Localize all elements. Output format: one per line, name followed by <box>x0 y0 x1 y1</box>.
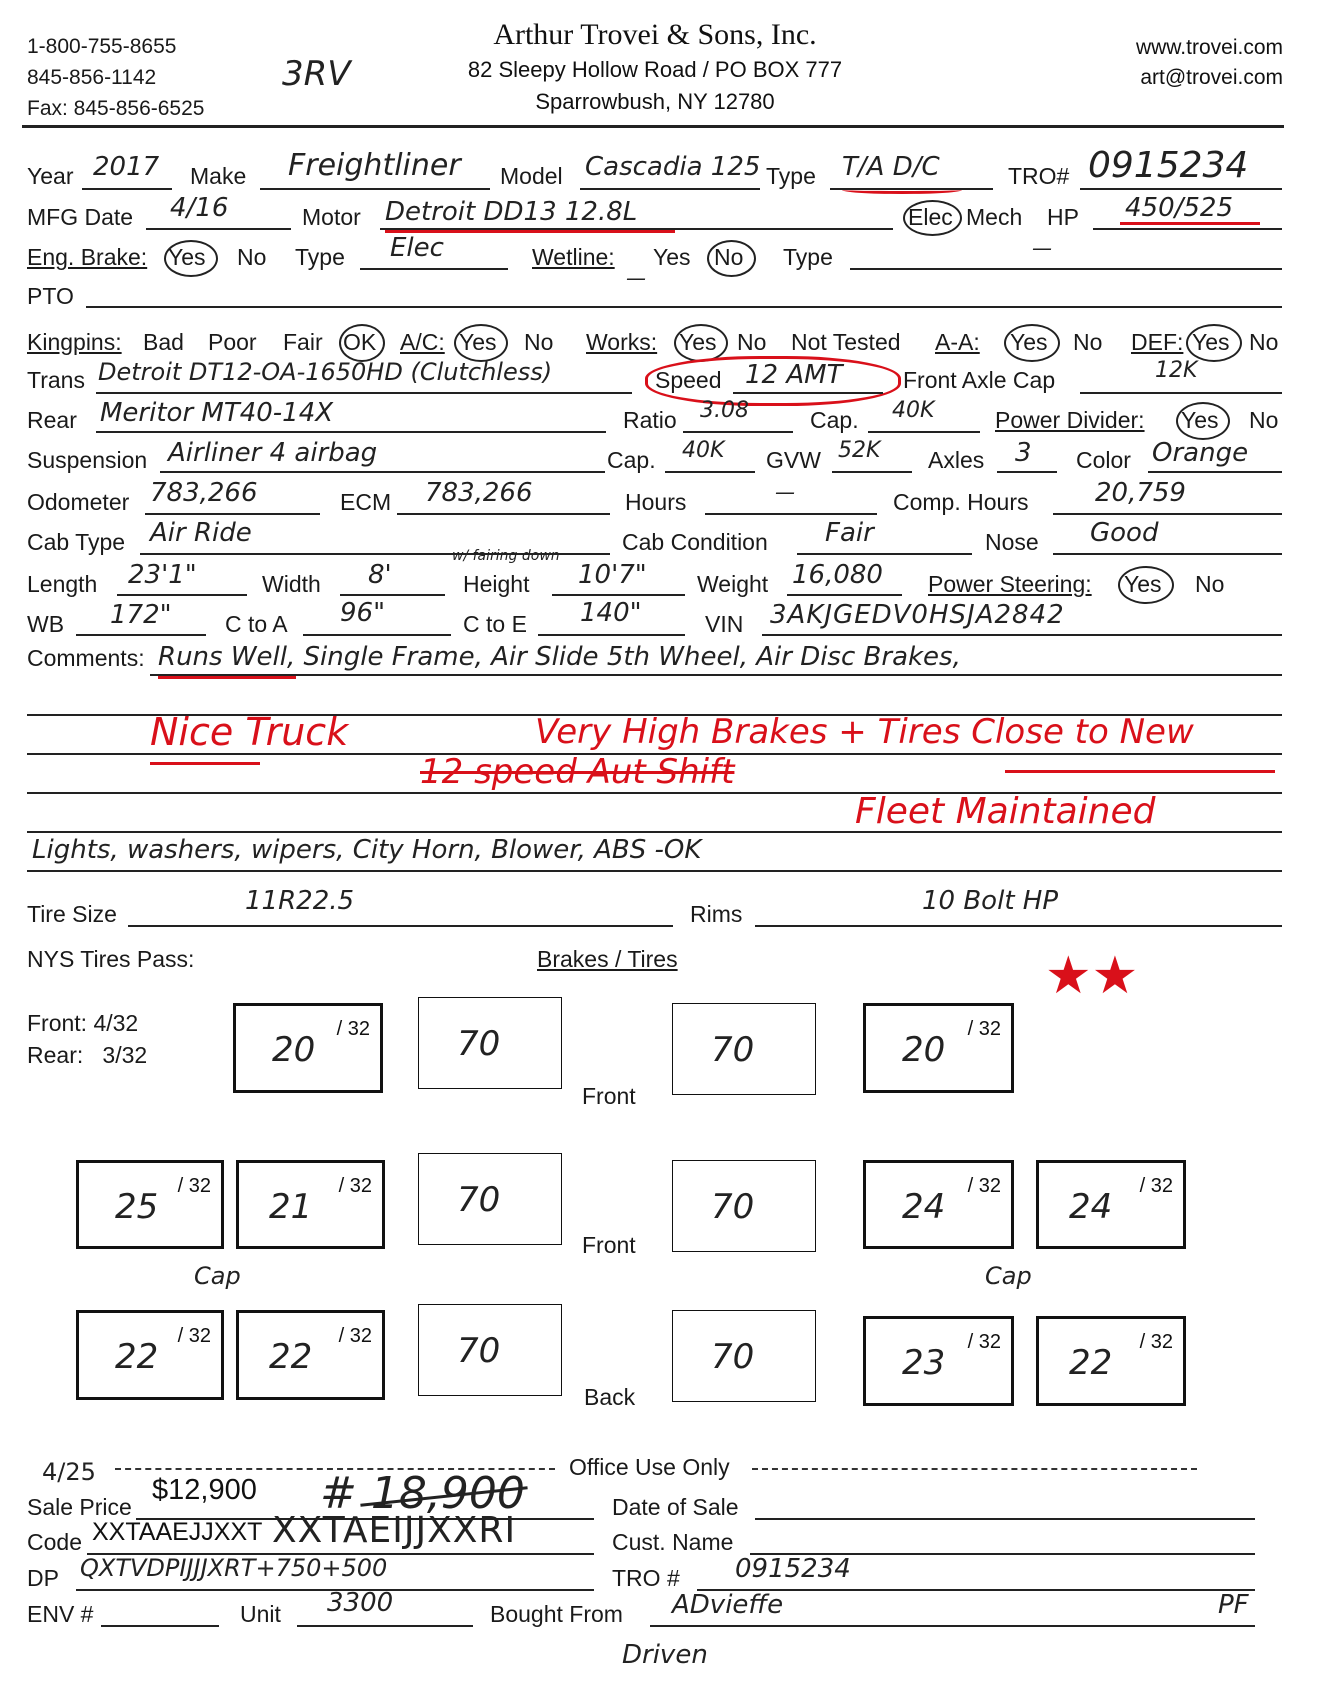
bought-from-value: ADvieffe <box>672 1590 784 1620</box>
power-steering-label: Power Steering: <box>928 571 1092 597</box>
pto-line <box>86 306 1282 308</box>
hours-line <box>705 513 877 515</box>
brake-value: 70 <box>457 1024 501 1064</box>
tire-tread-value: 22 <box>269 1337 313 1377</box>
power-divider-yes: Yes <box>1181 407 1219 433</box>
tire-tread-value: 22 <box>1069 1343 1113 1383</box>
odometer-label: Odometer <box>27 489 130 515</box>
odometer-value: 783,266 <box>150 478 258 508</box>
cab-condition-line <box>797 553 972 555</box>
trans-label: Trans <box>27 367 85 393</box>
susp-cap-line <box>665 471 755 473</box>
tro-line <box>1080 188 1282 190</box>
vin-value: 3AKJGEDV0HSJA2842 <box>770 600 1065 630</box>
works-no: No <box>737 329 767 355</box>
tire-tread-value: 22 <box>115 1337 159 1377</box>
bought-from-label: Bought From <box>490 1601 623 1627</box>
env-label: ENV # <box>27 1601 94 1627</box>
width-line <box>340 594 445 596</box>
brakes-tires-red-underline <box>1005 770 1275 773</box>
front-axle-cap-label: Front Axle Cap <box>903 367 1056 393</box>
type-value: T/A D/C <box>842 152 940 182</box>
eng-brake-label: Eng. Brake: <box>27 244 148 270</box>
nice-truck-red-underline <box>150 762 260 765</box>
aa-no: No <box>1073 329 1103 355</box>
wetline-yes: Yes <box>653 244 691 270</box>
ecm-line <box>397 513 610 515</box>
aa-yes: Yes <box>1010 329 1048 355</box>
brake-box-front-left <box>418 997 562 1089</box>
brake-box-r1-right <box>672 1160 816 1252</box>
kingpins-ok: OK <box>343 329 377 355</box>
length-value: 23'1" <box>128 560 197 590</box>
elec-label: Elec <box>908 204 953 230</box>
pf-initials: PF <box>1218 1590 1249 1620</box>
wb-label: WB <box>27 611 65 637</box>
front-axle-cap-value: 12K <box>1155 358 1198 383</box>
eng-brake-type-label: Type <box>295 244 345 270</box>
env-line <box>101 1625 219 1627</box>
eng-brake-no: No <box>237 244 267 270</box>
c-to-e-line <box>538 634 685 636</box>
type-red-underline <box>842 186 962 194</box>
kingpins-bad: Bad <box>143 329 184 355</box>
comments-lights: Lights, washers, wipers, City Horn, Blower, ABS -OK <box>32 835 702 865</box>
hp-red-underline <box>1120 222 1260 225</box>
ac-no: No <box>524 329 554 355</box>
color-value: Orange <box>1152 438 1249 468</box>
brake-box-r2-right <box>672 1310 816 1402</box>
tire-fraction: / 32 <box>1139 1331 1173 1353</box>
axles-line <box>997 471 1057 473</box>
tire-fraction: / 32 <box>967 1175 1001 1197</box>
cab-type-value: Air Ride <box>150 518 252 548</box>
tire-box-front-left <box>233 1003 383 1093</box>
power-steering-yes: Yes <box>1124 571 1162 597</box>
red-note-nice-truck: Nice Truck <box>150 710 349 754</box>
nose-line <box>1053 553 1282 555</box>
wetline-type-line <box>850 268 1282 270</box>
c-to-e-value: 140" <box>580 598 642 628</box>
trans-value: Detroit DT12-OA-1650HD (Clutchless) <box>98 358 553 386</box>
rear-requirement: Rear: 3/32 <box>27 1042 148 1068</box>
office-dash-right <box>752 1468 1197 1470</box>
dp-value: QXTVDPIJJJXRT+750+500 <box>80 1554 388 1582</box>
ac-yes: Yes <box>459 329 497 355</box>
tire-box-r1-inner-right <box>863 1160 1014 1249</box>
tire-box-r2-outer-left <box>76 1310 224 1400</box>
model-label: Model <box>500 163 563 189</box>
tire-size-value: 11R22.5 <box>245 886 355 916</box>
odometer-line <box>145 513 320 515</box>
wetline-dash: — <box>626 266 646 290</box>
wb-value: 172" <box>110 600 172 630</box>
ac-label: A/C: <box>400 329 445 355</box>
tire-size-line <box>128 925 673 927</box>
rims-line <box>755 925 1282 927</box>
year-label: Year <box>27 163 74 189</box>
ecm-label: ECM <box>340 489 392 515</box>
initials: 3RV <box>282 54 351 94</box>
tire-fraction: / 32 <box>967 1018 1001 1040</box>
tire-tread-value: 20 <box>902 1030 946 1070</box>
tire-box-r2-inner-right <box>863 1316 1014 1406</box>
tire-fraction: / 32 <box>177 1325 211 1347</box>
tire-tread-value: 20 <box>272 1030 316 1070</box>
sale-price-label: Sale Price <box>27 1494 132 1520</box>
power-divider-no: No <box>1249 407 1279 433</box>
width-value: 8' <box>368 560 392 590</box>
wb-line <box>76 634 206 636</box>
code-typed: XXTAAEJJXXT <box>92 1518 263 1546</box>
hp-label: HP <box>1047 204 1079 230</box>
tire-size-label: Tire Size <box>27 901 117 927</box>
code-handwritten: XXTAEIJJXXRI <box>272 1510 517 1551</box>
brake-value: 70 <box>457 1180 501 1220</box>
tire-fraction: / 32 <box>338 1175 372 1197</box>
comments-label: Comments: <box>27 645 145 671</box>
speed-value: 12 AMT <box>745 360 843 390</box>
aa-label: A-A: <box>935 329 980 355</box>
susp-cap-value: 40K <box>682 438 725 463</box>
fax-number: Fax: 845-856-6525 <box>27 97 205 120</box>
red-note-brakes-tires: Very High Brakes + Tires Close to New <box>535 712 1194 752</box>
kingpins-label: Kingpins: <box>27 329 122 355</box>
suspension-label: Suspension <box>27 447 148 473</box>
front-label-2: Front <box>582 1232 636 1258</box>
color-label: Color <box>1076 447 1131 473</box>
kingpins-poor: Poor <box>208 329 257 355</box>
vin-label: VIN <box>705 611 744 637</box>
c-to-a-line <box>303 634 451 636</box>
cab-type-label: Cab Type <box>27 529 126 555</box>
wetline-label: Wetline: <box>532 244 615 270</box>
suspension-value: Airliner 4 airbag <box>168 438 378 468</box>
bought-from-line <box>650 1625 1255 1627</box>
c-to-a-value: 96" <box>340 598 386 628</box>
rims-label: Rims <box>690 901 743 927</box>
color-line <box>1148 471 1282 473</box>
speed-label: Speed <box>655 367 722 393</box>
tire-box-r1-outer-left <box>76 1160 224 1249</box>
tire-fraction: / 32 <box>967 1331 1001 1353</box>
red-stars: ★★ <box>1045 946 1139 1006</box>
tro-office-label: TRO # <box>612 1565 680 1591</box>
tire-fraction: / 32 <box>336 1018 370 1040</box>
brake-box-front-right <box>672 1003 816 1095</box>
power-divider-label: Power Divider: <box>995 407 1145 433</box>
phone-2: 845-856-1142 <box>27 66 157 89</box>
hours-value: — <box>775 480 795 504</box>
mech-label: Mech <box>966 204 1023 230</box>
hp-value: 450/525 <box>1125 193 1234 223</box>
code-label: Code <box>27 1529 82 1555</box>
tire-box-r2-inner-left <box>236 1310 385 1400</box>
nose-value: Good <box>1090 518 1159 548</box>
nose-label: Nose <box>985 529 1039 555</box>
wetline-type-label: Type <box>783 244 833 270</box>
dp-label: DP <box>27 1565 59 1591</box>
rear-cap-line <box>868 431 980 433</box>
vin-line <box>762 634 1282 636</box>
eng-brake-type-line <box>360 268 508 270</box>
model-value: Cascadia 125 <box>585 152 761 182</box>
cab-condition-label: Cab Condition <box>622 529 768 555</box>
susp-cap-label: Cap. <box>607 447 656 473</box>
height-label: Height <box>463 571 530 597</box>
unit-value: 3300 <box>327 1588 394 1618</box>
tire-tread-value: 24 <box>1069 1187 1113 1227</box>
works-yes: Yes <box>679 329 717 355</box>
motor-value: Detroit DD13 12.8L <box>385 197 638 227</box>
sale-price-typed: $12,900 <box>152 1474 257 1506</box>
length-line <box>117 594 247 596</box>
brake-box-r1-left <box>418 1153 562 1245</box>
company-address-1: 82 Sleepy Hollow Road / PO BOX 777 <box>467 57 843 82</box>
nys-tires-pass-label: NYS Tires Pass: <box>27 946 195 972</box>
rims-value: 10 Bolt HP <box>922 886 1059 916</box>
suspension-line <box>160 471 605 473</box>
model-line <box>580 188 760 190</box>
sale-date-note: 4/25 <box>42 1458 96 1486</box>
speed-line <box>733 392 883 394</box>
ratio-label: Ratio <box>623 407 677 433</box>
brake-value: 70 <box>457 1331 501 1371</box>
mfg-date-label: MFG Date <box>27 204 134 230</box>
brake-box-r2-left <box>418 1304 562 1396</box>
driven-note: Driven <box>622 1640 708 1670</box>
motor-label: Motor <box>302 204 361 230</box>
rear-value: Meritor MT40-14X <box>100 398 334 428</box>
wetline-type-value: — <box>1032 236 1052 260</box>
wetline-no: No <box>714 244 744 270</box>
tro-value: 0915234 <box>1088 145 1249 186</box>
weight-value: 16,080 <box>792 560 883 590</box>
front-requirement: Front: 4/32 <box>27 1010 139 1036</box>
gvw-line <box>832 471 912 473</box>
comp-hours-label: Comp. Hours <box>893 489 1029 515</box>
axles-label: Axles <box>928 447 985 473</box>
unit-label: Unit <box>240 1601 281 1627</box>
red-note-fleet-maintained: Fleet Maintained <box>855 791 1156 832</box>
comments-text-1: Runs Well, Single Frame, Air Slide 5th Wheel, Air Disc Brakes, <box>158 642 961 672</box>
power-steering-no: No <box>1195 571 1225 597</box>
tire-box-r1-outer-right <box>1036 1160 1186 1249</box>
front-label-1: Front <box>582 1083 636 1109</box>
tire-tread-value: 25 <box>115 1187 159 1227</box>
tro-label: TRO# <box>1008 163 1070 189</box>
works-not-tested: Not Tested <box>791 329 901 355</box>
tire-tread-value: 24 <box>902 1187 946 1227</box>
tire-box-r2-outer-right <box>1036 1316 1186 1406</box>
phone-1: 1-800-755-8655 <box>27 35 177 58</box>
ecm-value: 783,266 <box>425 478 533 508</box>
cap-note-left: Cap <box>194 1262 241 1290</box>
year-value: 2017 <box>93 152 160 182</box>
weight-label: Weight <box>697 571 769 597</box>
height-line <box>552 594 685 596</box>
rear-line <box>96 431 606 433</box>
gvw-label: GVW <box>766 447 821 473</box>
unit-line <box>297 1625 473 1627</box>
brake-value: 70 <box>711 1187 755 1227</box>
eng-brake-yes: Yes <box>168 244 206 270</box>
red-note-12-speed: 12 speed Aut Shift <box>420 752 735 792</box>
comments-line-6 <box>27 870 1282 872</box>
header-divider <box>22 125 1284 128</box>
rear-cap-label: Cap. <box>810 407 859 433</box>
year-line <box>82 188 172 190</box>
height-note: w/ fairing down <box>452 548 560 564</box>
date-of-sale-line <box>755 1518 1255 1520</box>
runs-well-red-underline <box>158 676 296 679</box>
tire-box-front-right <box>863 1003 1014 1093</box>
tire-fraction: / 32 <box>177 1175 211 1197</box>
works-label: Works: <box>586 329 658 355</box>
hours-label: Hours <box>625 489 687 515</box>
front-axle-cap-line <box>1080 392 1282 394</box>
tro-office-value: 0915234 <box>735 1554 851 1584</box>
tire-box-r1-inner-left <box>236 1160 385 1249</box>
cab-condition-value: Fair <box>825 518 874 548</box>
rear-label: Rear <box>27 407 77 433</box>
email: art@trovei.com <box>1140 66 1283 89</box>
cap-note-right: Cap <box>985 1262 1032 1290</box>
tire-tread-value: 23 <box>902 1343 946 1383</box>
tire-fraction: / 32 <box>1139 1175 1173 1197</box>
kingpins-fair: Fair <box>283 329 323 355</box>
pto-label: PTO <box>27 283 74 309</box>
ratio-line <box>683 431 793 433</box>
rear-cap-value: 40K <box>892 398 935 423</box>
mfg-date-line <box>146 228 291 230</box>
c-to-a-label: C to A <box>225 611 288 637</box>
type-label: Type <box>766 163 816 189</box>
make-value: Freightliner <box>288 148 461 183</box>
sale-price-handwritten: # 18,900 <box>320 1468 525 1519</box>
brake-value: 70 <box>711 1337 755 1377</box>
gvw-value: 52K <box>838 438 881 463</box>
width-label: Width <box>262 571 321 597</box>
c-to-e-label: C to E <box>463 611 527 637</box>
tire-tread-value: 21 <box>269 1187 313 1227</box>
def-no: No <box>1249 329 1279 355</box>
weight-line <box>787 594 902 596</box>
height-value: 10'7" <box>578 560 647 590</box>
company-name: Arthur Trovei & Sons, Inc. <box>493 18 817 51</box>
comments-line-1 <box>150 674 1282 676</box>
brakes-tires-heading: Brakes / Tires <box>537 946 678 972</box>
comp-hours-value: 20,759 <box>1095 478 1186 508</box>
def-label: DEF: <box>1131 329 1184 355</box>
make-line <box>260 188 490 190</box>
mfg-date-value: 4/16 <box>170 193 229 223</box>
back-label: Back <box>584 1384 636 1410</box>
make-label: Make <box>190 163 247 189</box>
hp-line <box>1093 228 1282 230</box>
ratio-value: 3.08 <box>700 398 749 423</box>
company-address-2: Sparrowbush, NY 12780 <box>535 89 775 114</box>
website: www.trovei.com <box>1135 36 1283 59</box>
cust-name-label: Cust. Name <box>612 1529 734 1555</box>
axles-value: 3 <box>1015 438 1032 468</box>
tire-fraction: / 32 <box>338 1325 372 1347</box>
date-of-sale-label: Date of Sale <box>612 1494 739 1520</box>
length-label: Length <box>27 571 98 597</box>
brake-value: 70 <box>711 1030 755 1070</box>
office-use-only-label: Office Use Only <box>569 1454 730 1480</box>
comp-hours-line <box>1053 513 1282 515</box>
eng-brake-type-value: Elec <box>390 233 444 263</box>
trans-line <box>96 392 632 394</box>
def-yes: Yes <box>1192 329 1230 355</box>
